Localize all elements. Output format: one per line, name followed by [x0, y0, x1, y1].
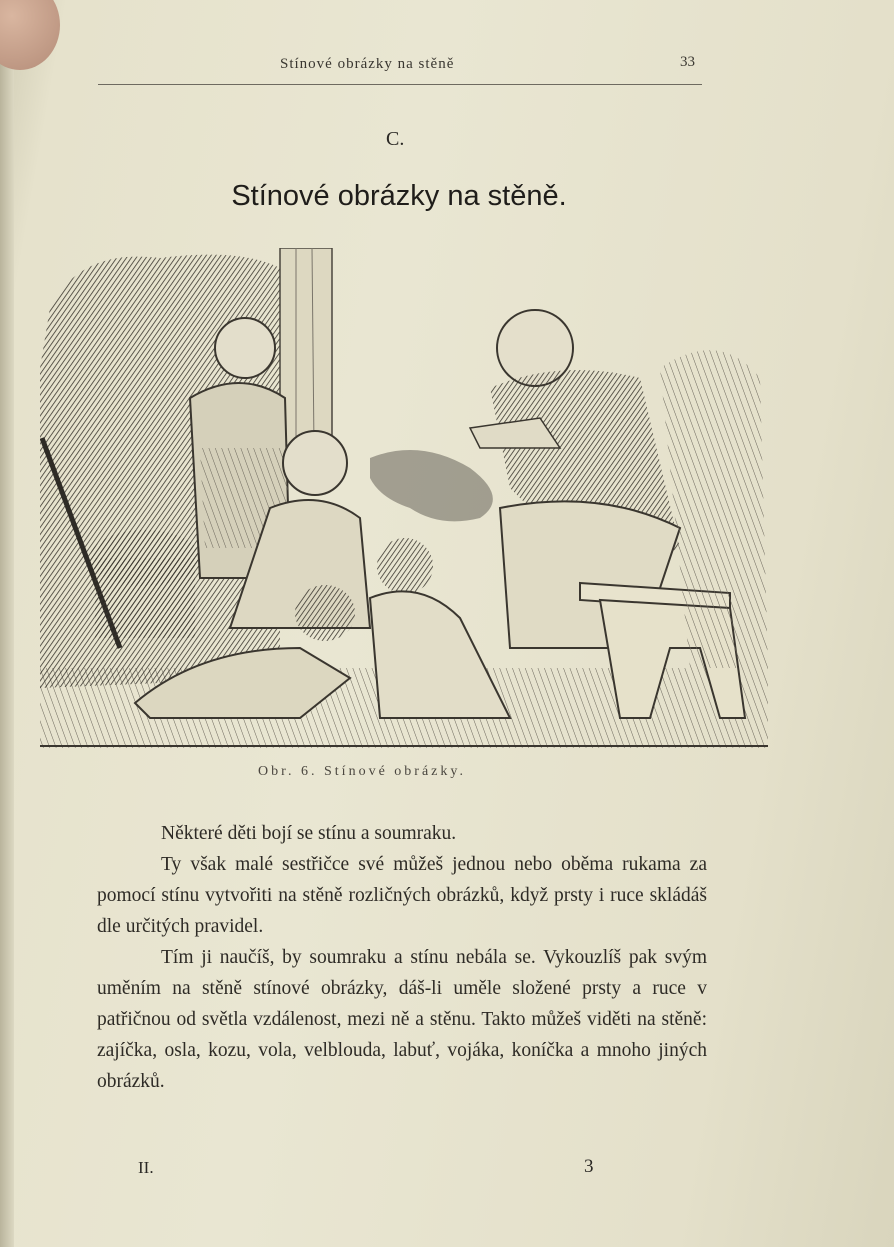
thumb: [0, 0, 60, 70]
engraving-illustration: [40, 248, 768, 748]
body-text: [97, 818, 707, 1097]
page-number: 33: [680, 54, 695, 70]
paragraph: Ty však malé sestřičce své můžeš jednou nebo oběma rukama za pomocí stínu vytvořiti na stěně rozličných obrázků, když prsty i ruce skládáš dle určitých pravidel.: [97, 854, 707, 937]
sheet-number: 3: [584, 1156, 594, 1177]
section-title: Stínové obrázky na stěně.: [231, 180, 567, 212]
section-letter: C.: [386, 128, 405, 150]
signature-mark: II.: [138, 1158, 154, 1177]
paragraph: Tím ji naučíš, by soumraku a stínu nebála se. Vykouzlíš pak svým uměním na stěně stínové obrázky, dáš-li uměle složené prsty a ruce v patřičnou od světla vzdálenost, mezi ně a stěnu. Takto můžeš viděti na stěně: zajíčka, osla, kozu, vola, velblouda, labuť, vojáka, koníčka a mnoho jiných obrázků.: [97, 947, 707, 1092]
header-rule: [98, 84, 702, 85]
paragraph: Některé děti bojí se stínu a soumraku.: [161, 823, 457, 844]
figure-caption: Obr. 6. Stínové obrázky.: [258, 764, 466, 779]
running-head: Stínové obrázky na stěně: [280, 56, 455, 72]
